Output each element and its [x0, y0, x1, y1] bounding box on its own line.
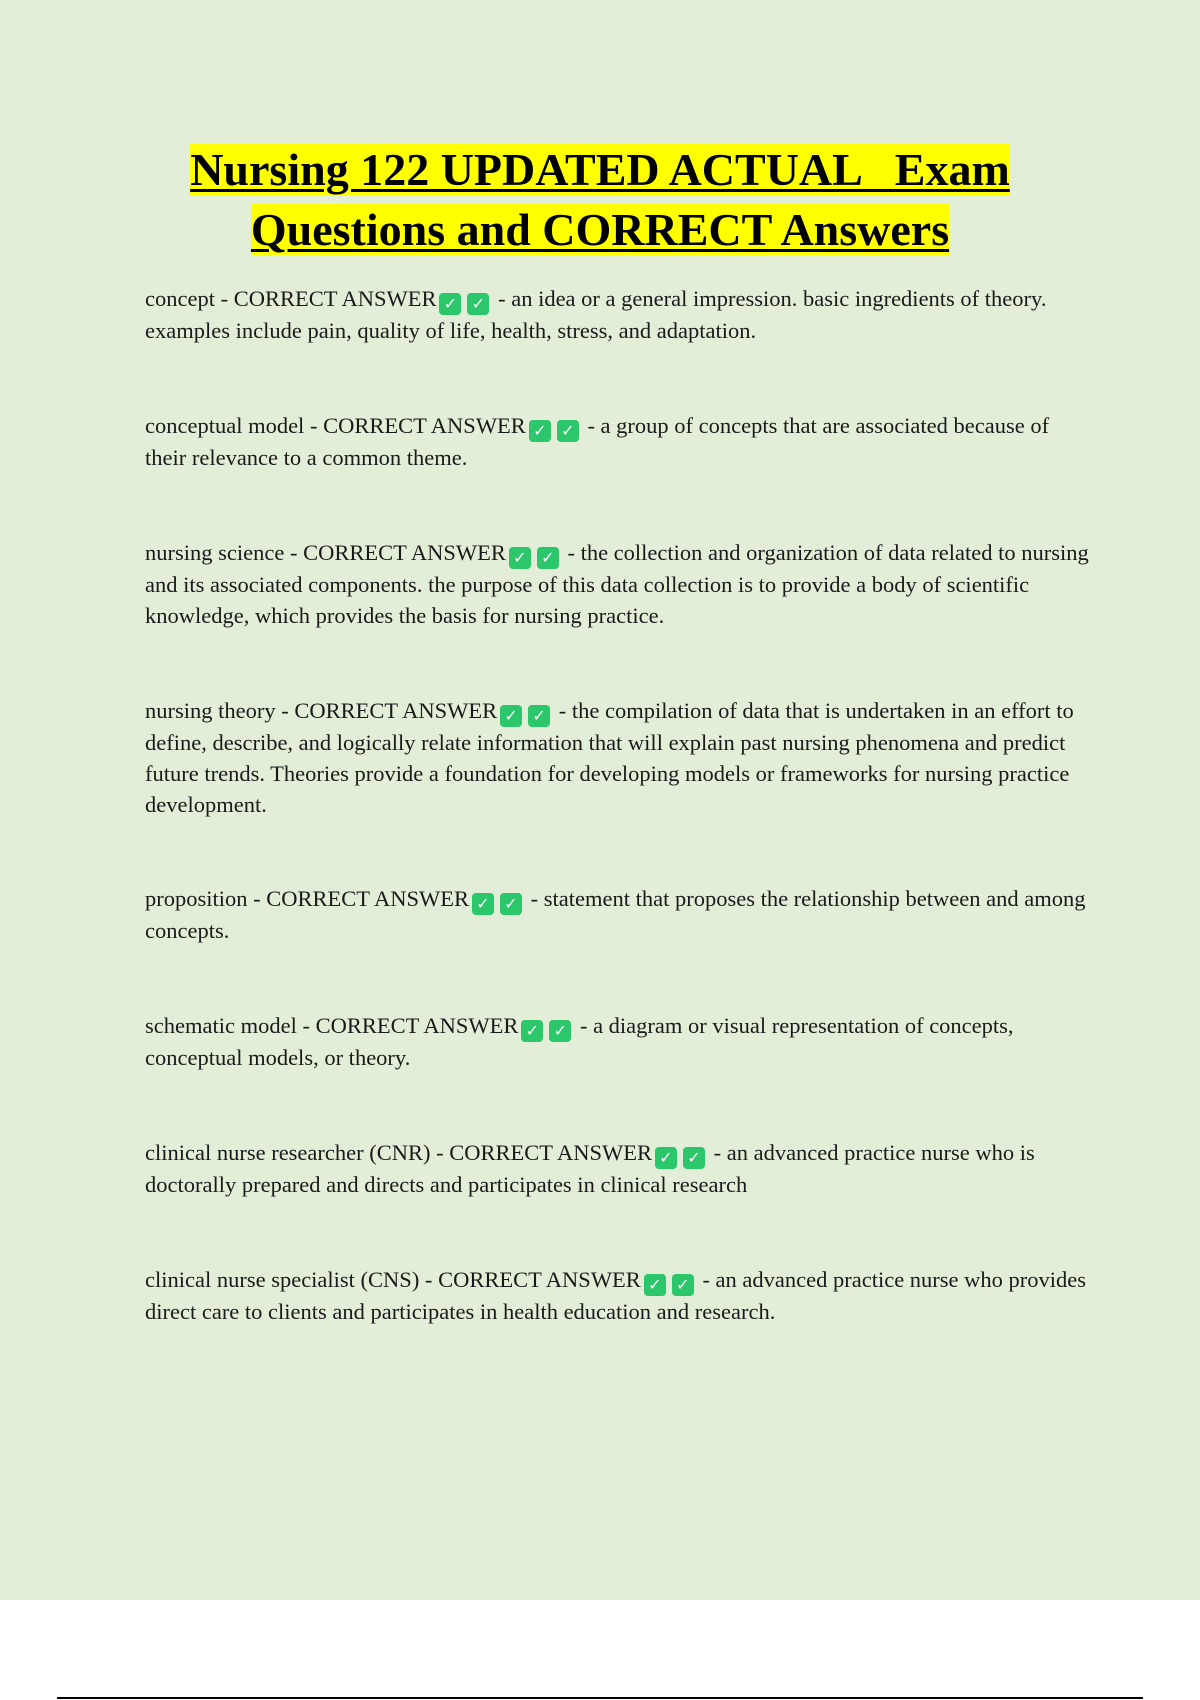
qa-entry-clinical-nurse-researcher	[145, 1137, 1090, 1200]
qa-entry-nursing-science	[145, 537, 1090, 631]
entry-definition: - the compilation of data that is undertaken in an effort to define, describe, and logically relate information that will explain past nursing phenomena and predict future trends. Theories provide a foundation for developing models or frameworks for nursing practice development.	[145, 698, 1074, 817]
check-box-icon: ✓	[528, 705, 550, 727]
check-box-icon: ✓	[467, 293, 489, 315]
entry-term: concept -	[145, 286, 234, 311]
entry-definition: - statement that proposes the relationship between and among concepts.	[145, 886, 1086, 943]
title-line-1: Nursing 122 UPDATED ACTUAL Exam	[190, 144, 1010, 195]
check-box-icon: ✓	[557, 420, 579, 442]
qa-entry-nursing-theory	[145, 695, 1090, 820]
qa-entry-schematic-model	[145, 1010, 1090, 1073]
entry-definition: - an advanced practice nurse who is doctorally prepared and directs and participates in clinical research	[145, 1140, 1035, 1197]
check-box-icon: ✓	[500, 705, 522, 727]
check-box-icon: ✓	[672, 1274, 694, 1296]
entry-term: nursing theory -	[145, 698, 295, 723]
check-box-icon: ✓	[529, 420, 551, 442]
qa-entry-conceptual-model	[145, 410, 1090, 473]
entry-term: schematic model -	[145, 1013, 316, 1038]
check-box-icon: ✓	[472, 893, 494, 915]
check-box-icon: ✓	[537, 547, 559, 569]
entry-answer-label: CORRECT ANSWER	[303, 540, 506, 565]
entry-answer-label: CORRECT ANSWER	[323, 413, 526, 438]
check-box-icon: ✓	[521, 1020, 543, 1042]
entry-definition: - the collection and organization of data related to nursing and its associated components. the purpose of this data collection is to provide a body of scientific knowledge, which provides the basis for nursing practice.	[145, 540, 1089, 628]
entry-definition: - an idea or a general impression. basic ingredients of theory. examples include pain, quality of life, health, stress, and adaptation.	[145, 286, 1047, 343]
check-box-icon: ✓	[655, 1147, 677, 1169]
entry-definition: - a diagram or visual representation of concepts, conceptual models, or theory.	[145, 1013, 1014, 1070]
entry-term: clinical nurse researcher (CNR) -	[145, 1140, 450, 1165]
entry-term: proposition -	[145, 886, 267, 911]
check-box-icon: ✓	[644, 1274, 666, 1296]
document-title	[0, 140, 1200, 260]
check-box-icon: ✓	[683, 1147, 705, 1169]
entry-answer-label: CORRECT ANSWER	[266, 886, 469, 911]
check-box-icon: ✓	[439, 293, 461, 315]
entry-answer-label: CORRECT ANSWER	[294, 698, 498, 723]
qa-entry-clinical-nurse-specialist	[145, 1264, 1090, 1327]
entry-answer-label: CORRECT ANSWER	[315, 1013, 519, 1038]
footer-divider	[57, 1697, 1143, 1699]
title-line-2: Questions and CORRECT Answers	[250, 204, 950, 255]
entry-answer-label: CORRECT ANSWER	[233, 286, 437, 311]
entry-term: nursing science -	[145, 540, 304, 565]
check-box-icon: ✓	[509, 547, 531, 569]
entry-term: conceptual model -	[145, 413, 324, 438]
check-box-icon: ✓	[549, 1020, 571, 1042]
check-box-icon: ✓	[500, 893, 522, 915]
entry-answer-label: CORRECT ANSWER	[449, 1140, 652, 1165]
qa-entry-concept	[145, 283, 1090, 346]
qa-entry-proposition	[145, 883, 1090, 946]
entry-definition: - a group of concepts that are associated because of their relevance to a common theme.	[145, 413, 1050, 470]
entry-answer-label: CORRECT ANSWER	[438, 1267, 641, 1292]
entry-definition: - an advanced practice nurse who provides direct care to clients and participates in health education and research.	[145, 1267, 1087, 1324]
entry-term: clinical nurse specialist (CNS) -	[145, 1267, 439, 1292]
